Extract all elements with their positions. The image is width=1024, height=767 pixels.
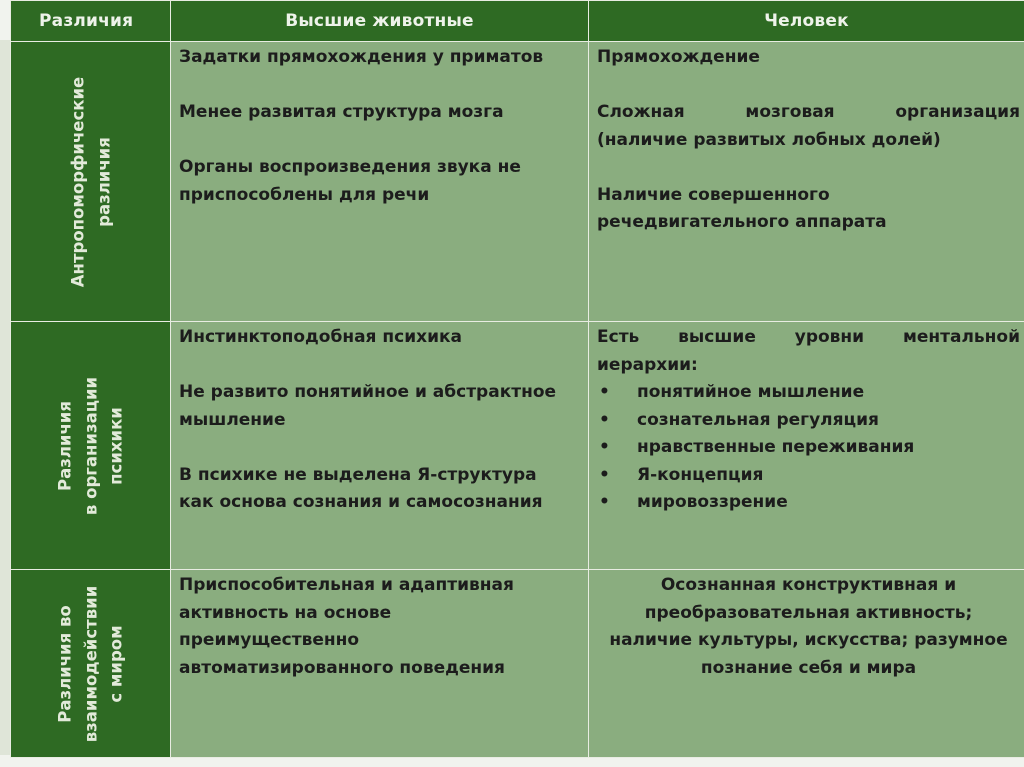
- cell-text: Инстинктоподобная психика: [179, 327, 463, 347]
- cell-text: Не развито понятийное и абстрактное: [179, 382, 557, 402]
- bullet-icon: •: [599, 382, 610, 402]
- row-label-psyche: [11, 322, 171, 570]
- list-item: • нравственные переживания: [597, 434, 1020, 462]
- human-anthropomorphic-cell: [589, 42, 1024, 322]
- cell-text: наличие культуры, искусства; разумное: [609, 630, 1008, 650]
- list-item: • мировоззрение: [597, 489, 1020, 517]
- cell-text: Приспособительная и адаптивная: [179, 575, 514, 595]
- table-row: [11, 570, 1024, 758]
- cell-text: как основа сознания и самосознания: [179, 492, 543, 512]
- mental-hierarchy-list: [597, 379, 1020, 517]
- row-label-text: Различия в организации психики: [55, 376, 126, 515]
- cell-text: Менее развитая структура мозга: [179, 102, 504, 122]
- row-label-text: Антропоморфические различия: [67, 76, 113, 287]
- bullet-icon: •: [599, 437, 610, 457]
- row-label-text: Различия во взаимодействии с миром: [55, 585, 126, 742]
- cell-text: Органы воспроизведения звука не: [179, 157, 521, 177]
- bullet-icon: •: [599, 409, 610, 430]
- cell-text: активность на основе: [179, 602, 392, 623]
- cell-text: преобразовательная активность;: [644, 602, 973, 623]
- cell-text: Осознанная конструктивная и: [660, 575, 957, 595]
- cell-text: автоматизированного поведения: [179, 657, 505, 678]
- header-differences: Различия: [11, 1, 171, 42]
- list-item: • сознательная регуляция: [597, 407, 1020, 435]
- animals-psyche-cell: [171, 322, 589, 570]
- cell-text: мышление: [179, 409, 286, 430]
- cell-text: Наличие совершенного: [597, 184, 830, 205]
- human-interaction-cell: [589, 570, 1024, 758]
- cell-text: преимущественно: [179, 630, 360, 650]
- list-item: • Я-концепция: [597, 462, 1020, 490]
- table-row: [11, 322, 1024, 570]
- left-edge-stripe: [0, 40, 10, 755]
- bullet-icon: •: [599, 492, 610, 512]
- cell-text: иерархии:: [597, 354, 698, 375]
- cell-text: познание себя и мира: [700, 657, 917, 678]
- cell-text: Прямохождение: [597, 47, 760, 67]
- cell-text: В психике не выделена Я-структура: [179, 464, 537, 485]
- row-label-anthropomorphic: [11, 42, 171, 322]
- header-human: Человек: [589, 1, 1024, 42]
- human-psyche-cell: [589, 322, 1024, 570]
- header-row: [11, 1, 1024, 42]
- header-higher-animals: Высшие животные: [171, 1, 589, 42]
- cell-text: Есть высшие уровни ментальной: [597, 327, 1020, 347]
- cell-text: приспособлены для речи: [179, 184, 430, 205]
- bullet-icon: •: [599, 464, 610, 485]
- animals-anthropomorphic-cell: [171, 42, 589, 322]
- cell-text: речедвигательного аппарата: [597, 212, 887, 232]
- row-label-interaction: [11, 570, 171, 758]
- cell-text: (наличие развитых лобных долей): [597, 129, 941, 150]
- cell-text: Задатки прямохождения у приматов: [179, 47, 544, 67]
- animals-interaction-cell: [171, 570, 589, 758]
- table-row: [11, 42, 1024, 322]
- list-item: • понятийное мышление: [597, 379, 1020, 407]
- comparison-table: [10, 0, 1024, 758]
- cell-text: Сложная мозговая организация: [597, 102, 1020, 122]
